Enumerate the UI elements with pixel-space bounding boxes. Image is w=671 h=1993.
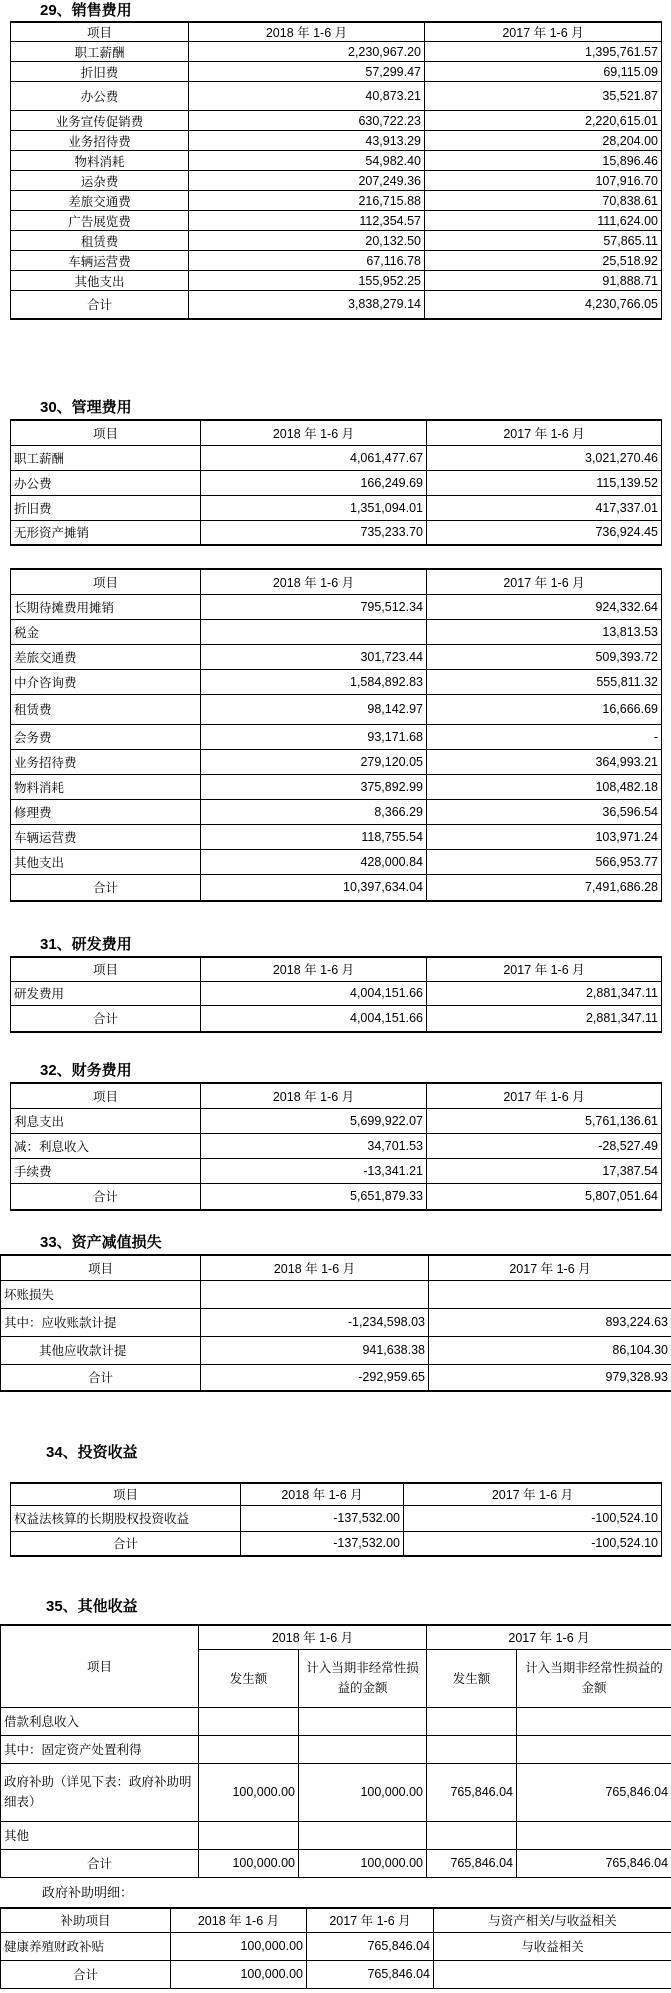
row-label: 业务招待费 (11, 131, 189, 151)
value-2017: 765,846.04 (307, 1932, 434, 1960)
table-row (11, 749, 662, 774)
header-period-2017: 2017 年 1-6 月 (427, 1625, 671, 1649)
value-2018: 1,584,892.83 (201, 669, 427, 694)
total-row (11, 291, 662, 319)
table-row (1, 1821, 671, 1849)
table-row (11, 824, 662, 849)
value-2018: 428,000.84 (201, 849, 427, 874)
table-row (11, 694, 662, 724)
value-2018: 216,715.88 (189, 191, 425, 211)
table-row (1, 1707, 671, 1735)
value-2018: 10,397,634.04 (201, 874, 427, 901)
investment-income-table (10, 1482, 662, 1557)
value-2017: 736,924.45 (427, 520, 662, 545)
row-label: 合计 (1, 1960, 171, 1988)
row-label: 业务招待费 (11, 749, 201, 774)
header-item: 项目 (1, 1255, 201, 1280)
value-2018: 67,116.78 (189, 251, 425, 271)
value-2017: 107,916.70 (425, 171, 662, 191)
value: 765,846.04 (427, 1763, 517, 1821)
table-row (11, 849, 662, 874)
total-row (11, 1531, 662, 1556)
row-label: 折旧费 (11, 62, 189, 82)
table-row (11, 42, 662, 62)
row-label: 折旧费 (11, 495, 201, 520)
table-row (11, 799, 662, 824)
value (427, 1821, 517, 1849)
table-row (1, 1932, 671, 1960)
value-2017: 7,491,686.28 (427, 874, 662, 901)
table-row (1, 1735, 671, 1763)
row-label: 政府补助（详见下表：政府补助明细表） (1, 1763, 199, 1821)
table-row (11, 82, 662, 111)
value-2017: 1,395,761.57 (425, 42, 662, 62)
row-label: 广告展览费 (11, 211, 189, 231)
value-2018: 5,699,922.07 (201, 1108, 427, 1133)
row-label: 税金 (11, 619, 201, 644)
row-label: 业务宣传促销费 (11, 111, 189, 131)
section-33-title: 33、资产减值损失 (40, 1234, 162, 1251)
header-2018: 2018 年 1-6 月 (201, 569, 427, 594)
table-row (11, 171, 662, 191)
value-2017: 2,881,347.11 (427, 1005, 662, 1032)
value (517, 1707, 671, 1735)
value-2017: 70,838.61 (425, 191, 662, 211)
value-2018: 54,982.40 (189, 151, 425, 171)
value-2017: 5,807,051.64 (427, 1183, 662, 1210)
table-row (11, 644, 662, 669)
value-2017: 108,482.18 (427, 774, 662, 799)
value-2017: 566,953.77 (427, 849, 662, 874)
value-2017: 979,328.93 (429, 1364, 671, 1391)
value-2018: 207,249.36 (189, 171, 425, 191)
value-2018: 4,061,477.67 (201, 445, 427, 470)
table-row (1, 1763, 671, 1821)
value-2018: -13,341.21 (201, 1158, 427, 1183)
table-row (11, 594, 662, 619)
table-row (11, 1108, 662, 1133)
header-2018: 2018 年 1-6 月 (171, 1908, 307, 1932)
value-2017: 111,624.00 (425, 211, 662, 231)
row-label: 运杂费 (11, 171, 189, 191)
value (517, 1821, 671, 1849)
value-2018: 20,132.50 (189, 231, 425, 251)
header-item: 项目 (11, 420, 201, 445)
value-2018: 100,000.00 (171, 1960, 307, 1988)
value-2017: 4,230,766.05 (425, 291, 662, 319)
section-32-title: 32、财务费用 (40, 1062, 132, 1079)
section-31-title: 31、研发费用 (40, 936, 132, 953)
header-nonrecurring-2018: 计入当期非经常性损益的金额 (299, 1649, 427, 1707)
table-row (11, 62, 662, 82)
header-2017: 2017 年 1-6 月 (307, 1908, 434, 1932)
header-grant-item: 补助项目 (1, 1908, 171, 1932)
header-2018: 2018 年 1-6 月 (201, 420, 427, 445)
value-2017: 15,896.46 (425, 151, 662, 171)
table-row (11, 1158, 662, 1183)
header-item: 项目 (1, 1625, 199, 1707)
grant-detail-title: 政府补助明细： (42, 1885, 134, 1900)
value-2017: 924,332.64 (427, 594, 662, 619)
value (427, 1707, 517, 1735)
row-label: 办公费 (11, 82, 189, 111)
value-2017 (429, 1280, 671, 1308)
row-label: 物料消耗 (11, 151, 189, 171)
value-2017: 17,387.54 (427, 1158, 662, 1183)
value (199, 1707, 299, 1735)
value-2018 (201, 619, 427, 644)
admin-expense-table (10, 419, 662, 546)
header-2017: 2017 年 1-6 月 (425, 22, 662, 42)
row-label: 合计 (11, 291, 189, 319)
row-label: 物料消耗 (11, 774, 201, 799)
value-2018: -137,532.00 (241, 1505, 404, 1531)
row-label: 借款利息收入 (1, 1707, 199, 1735)
value-2017: 69,115.09 (425, 62, 662, 82)
value-2017: -28,527.49 (427, 1133, 662, 1158)
row-label: 车辆运营费 (11, 824, 201, 849)
row-label: 减：利息收入 (11, 1133, 201, 1158)
value-2018: 279,120.05 (201, 749, 427, 774)
table-row (11, 131, 662, 151)
value-2017: 13,813.53 (427, 619, 662, 644)
row-label: 修理费 (11, 799, 201, 824)
value (299, 1821, 427, 1849)
value: 765,846.04 (517, 1849, 671, 1877)
header-item: 项目 (11, 1083, 201, 1108)
value-2017: 25,518.92 (425, 251, 662, 271)
value-2017: 2,881,347.11 (427, 981, 662, 1005)
header-period-2018: 2018 年 1-6 月 (199, 1625, 427, 1649)
value-2018: 118,755.54 (201, 824, 427, 849)
table-row (11, 724, 662, 749)
value-2018: 93,171.68 (201, 724, 427, 749)
table-row (11, 669, 662, 694)
row-label: 其他支出 (11, 271, 189, 291)
header-item: 项目 (11, 1483, 241, 1505)
row-label: 权益法核算的长期股权投资收益 (11, 1505, 241, 1531)
row-label: 车辆运营费 (11, 251, 189, 271)
value-2018: -137,532.00 (241, 1531, 404, 1556)
value-2017: 115,139.52 (427, 470, 662, 495)
table-row (11, 231, 662, 251)
table-row (1, 1308, 671, 1336)
total-row (1, 1849, 671, 1877)
total-row (11, 874, 662, 901)
table-row (11, 520, 662, 545)
value-2018: 57,299.47 (189, 62, 425, 82)
row-label: 其中：固定资产处置利得 (1, 1735, 199, 1763)
table-row (1, 1280, 671, 1308)
row-label: 职工薪酬 (11, 42, 189, 62)
header-2018: 2018 年 1-6 月 (201, 1255, 429, 1280)
value-2017: 57,865.11 (425, 231, 662, 251)
value: 765,846.04 (427, 1849, 517, 1877)
row-label: 长期待摊费用摊销 (11, 594, 201, 619)
header-2017: 2017 年 1-6 月 (427, 957, 662, 981)
value-2017: 5,761,136.61 (427, 1108, 662, 1133)
value-2018: 375,892.99 (201, 774, 427, 799)
table-row (11, 251, 662, 271)
row-label: 差旅交通费 (11, 191, 189, 211)
header-2017: 2017 年 1-6 月 (427, 1083, 662, 1108)
rd-expense-table (10, 956, 662, 1033)
section-30-title: 30、管理费用 (40, 399, 132, 416)
impairment-loss-table (0, 1254, 671, 1392)
header-amount-2017: 发生额 (427, 1649, 517, 1707)
value-2018: 166,249.69 (201, 470, 427, 495)
header-2018: 2018 年 1-6 月 (189, 22, 425, 42)
table-row (11, 111, 662, 131)
table-row (11, 445, 662, 470)
relation: 与收益相关 (434, 1932, 671, 1960)
table-row (11, 271, 662, 291)
relation (434, 1960, 671, 1988)
value-2018: 4,004,151.66 (201, 1005, 427, 1032)
row-label: 合计 (11, 874, 201, 901)
sales-expense-table (10, 21, 662, 320)
value-2018: -1,234,598.03 (201, 1308, 429, 1336)
table-row (11, 1505, 662, 1531)
section-34-title: 34、投资收益 (46, 1444, 138, 1461)
value-2017: -100,524.10 (404, 1505, 662, 1531)
table-row (11, 619, 662, 644)
value-2017: 103,971.24 (427, 824, 662, 849)
value: 100,000.00 (299, 1849, 427, 1877)
row-label: 坏账损失 (1, 1280, 201, 1308)
row-label: 利息支出 (11, 1108, 201, 1133)
other-income-table (0, 1624, 671, 1878)
table-row (11, 1133, 662, 1158)
value-2017: 555,811.32 (427, 669, 662, 694)
row-label: 合计 (1, 1849, 199, 1877)
value-2018: -292,959.65 (201, 1364, 429, 1391)
header-item: 项目 (11, 957, 201, 981)
table-row (11, 495, 662, 520)
row-label: 其他 (1, 1821, 199, 1849)
value-2017: 765,846.04 (307, 1960, 434, 1988)
value (427, 1735, 517, 1763)
value-2017: 16,666.69 (427, 694, 662, 724)
header-nonrecurring-2017: 计入当期非经常性损益的金额 (517, 1649, 671, 1707)
value-2018 (201, 1280, 429, 1308)
row-label: 其他应收款计提 (1, 1336, 201, 1364)
value (299, 1707, 427, 1735)
row-label: 会务费 (11, 724, 201, 749)
value-2017: 35,521.87 (425, 82, 662, 111)
value-2017: 509,393.72 (427, 644, 662, 669)
row-label: 职工薪酬 (11, 445, 201, 470)
value-2017: -100,524.10 (404, 1531, 662, 1556)
total-row (1, 1960, 671, 1988)
value-2018: 40,873.21 (189, 82, 425, 111)
value-2018: 155,952.25 (189, 271, 425, 291)
value-2017: 417,337.01 (427, 495, 662, 520)
value (199, 1735, 299, 1763)
value-2018: 2,230,967.20 (189, 42, 425, 62)
admin-expense-table-continued (10, 568, 662, 902)
value-2018: 4,004,151.66 (201, 981, 427, 1005)
row-label: 合计 (11, 1531, 241, 1556)
value-2017: 28,204.00 (425, 131, 662, 151)
row-label: 手续费 (11, 1158, 201, 1183)
value-2018: 1,351,094.01 (201, 495, 427, 520)
header-2017: 2017 年 1-6 月 (427, 420, 662, 445)
value (299, 1735, 427, 1763)
row-label: 合计 (11, 1183, 201, 1210)
value-2018: 941,638.38 (201, 1336, 429, 1364)
total-row (1, 1364, 671, 1391)
value-2018: 3,838,279.14 (189, 291, 425, 319)
value-2017: 364,993.21 (427, 749, 662, 774)
header-2017: 2017 年 1-6 月 (404, 1483, 662, 1505)
value-2018: 735,233.70 (201, 520, 427, 545)
value-2018: 43,913.29 (189, 131, 425, 151)
header-item: 项目 (11, 569, 201, 594)
value-2018: 795,512.34 (201, 594, 427, 619)
section-35-title: 35、其他收益 (46, 1598, 138, 1615)
row-label: 合计 (1, 1364, 201, 1391)
finance-expense-table (10, 1082, 662, 1211)
value: 100,000.00 (199, 1763, 299, 1821)
row-label: 租赁费 (11, 231, 189, 251)
header-item: 项目 (11, 22, 189, 42)
value-2017: 91,888.71 (425, 271, 662, 291)
table-row (11, 774, 662, 799)
value-2018: 34,701.53 (201, 1133, 427, 1158)
value-2018: 98,142.97 (201, 694, 427, 724)
total-row (11, 1005, 662, 1032)
value-2017: 36,596.54 (427, 799, 662, 824)
header-2017: 2017 年 1-6 月 (429, 1255, 671, 1280)
header-2018: 2018 年 1-6 月 (241, 1483, 404, 1505)
value-2017: 3,021,270.46 (427, 445, 662, 470)
value-2017: 86,104.30 (429, 1336, 671, 1364)
row-label: 其中：应收账款计提 (1, 1308, 201, 1336)
value (199, 1821, 299, 1849)
header-2018: 2018 年 1-6 月 (201, 957, 427, 981)
row-label: 无形资产摊销 (11, 520, 201, 545)
table-row (11, 151, 662, 171)
header-2018: 2018 年 1-6 月 (201, 1083, 427, 1108)
row-label: 研发费用 (11, 981, 201, 1005)
header-amount-2018: 发生额 (199, 1649, 299, 1707)
value: 765,846.04 (517, 1763, 671, 1821)
value-2018: 5,651,879.33 (201, 1183, 427, 1210)
row-label: 租赁费 (11, 694, 201, 724)
value-2018: 112,354.57 (189, 211, 425, 231)
value-2018: 100,000.00 (171, 1932, 307, 1960)
value: 100,000.00 (299, 1763, 427, 1821)
value-2018: 630,722.23 (189, 111, 425, 131)
value-2018: 301,723.44 (201, 644, 427, 669)
value-2018: 8,366.29 (201, 799, 427, 824)
section-29-title: 29、销售费用 (40, 2, 132, 19)
table-row (11, 981, 662, 1005)
grant-detail-table (0, 1907, 671, 1989)
table-row (1, 1336, 671, 1364)
value (517, 1735, 671, 1763)
total-row (11, 1183, 662, 1210)
value-2017: 893,224.63 (429, 1308, 671, 1336)
row-label: 办公费 (11, 470, 201, 495)
table-row (11, 470, 662, 495)
row-label: 差旅交通费 (11, 644, 201, 669)
row-label: 健康养殖财政补贴 (1, 1932, 171, 1960)
row-label: 合计 (11, 1005, 201, 1032)
header-relation: 与资产相关/与收益相关 (434, 1908, 671, 1932)
row-label: 中介咨询费 (11, 669, 201, 694)
header-2017: 2017 年 1-6 月 (427, 569, 662, 594)
value-2017: - (427, 724, 662, 749)
value: 100,000.00 (199, 1849, 299, 1877)
table-row (11, 191, 662, 211)
value-2017: 2,220,615.01 (425, 111, 662, 131)
table-row (11, 211, 662, 231)
row-label: 其他支出 (11, 849, 201, 874)
